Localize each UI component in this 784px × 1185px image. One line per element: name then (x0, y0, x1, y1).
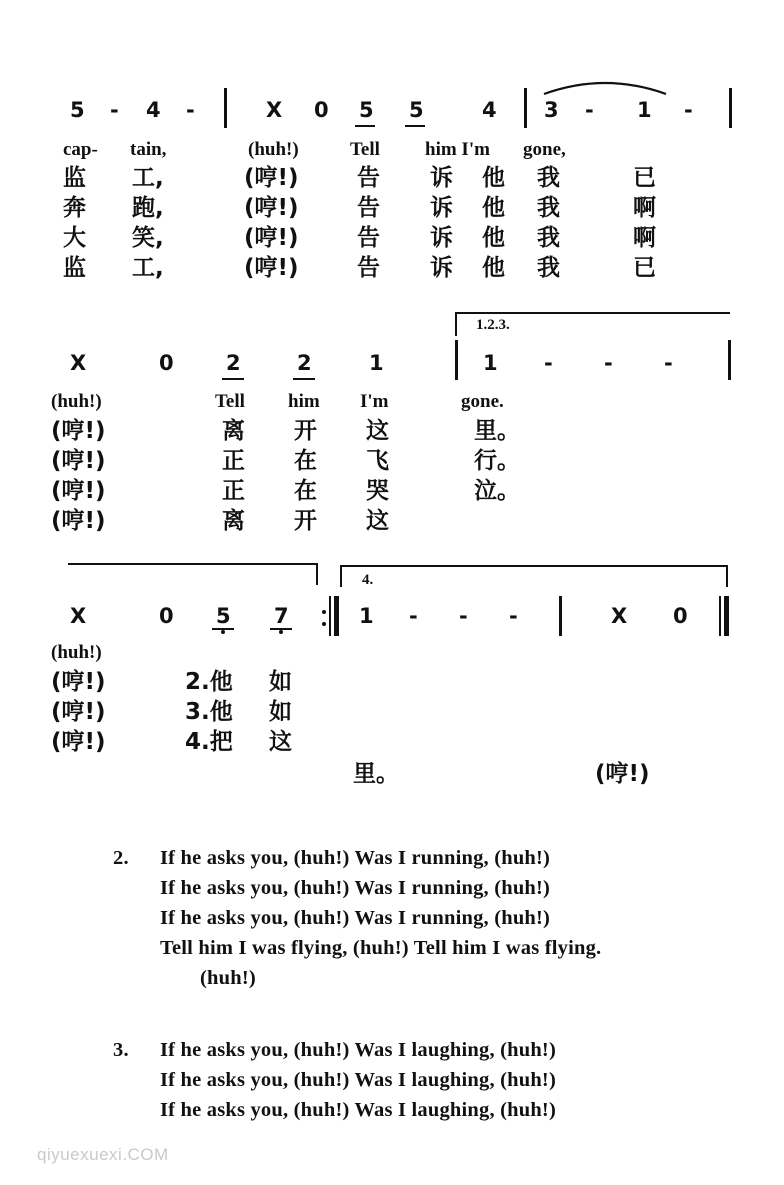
lyric-char: (哼!) (595, 761, 650, 787)
lyric-char: 大 (63, 225, 86, 251)
verse-line: If he asks you, (huh!) Was I running, (huh!) (160, 847, 551, 869)
lyric-char: 3.他 (185, 699, 233, 725)
lyric-char: 离 (222, 418, 245, 444)
watermark: qiyuexuexi.COM (37, 1145, 169, 1164)
note: X (611, 604, 628, 628)
verse-line: If he asks you, (huh!) Was I running, (huh!) (160, 907, 551, 929)
lyric-char: 工, (132, 255, 164, 281)
verse-number: 3. (113, 1039, 129, 1061)
lyric-char: 啊 (633, 225, 656, 251)
lyric-char: 告 (357, 255, 380, 281)
lyric-char: (哼!) (51, 669, 106, 695)
verse-line: If he asks you, (huh!) Was I laughing, (huh!) (160, 1069, 556, 1091)
lyric-word: gone. (461, 391, 504, 412)
lyric-char: 4.把 (185, 729, 233, 755)
barline (455, 340, 458, 380)
volta-bracket (340, 565, 342, 587)
lyric-char: 跑, (132, 195, 164, 221)
lyric-char: 我 (537, 165, 560, 191)
lyric-word: Tell (350, 139, 380, 160)
repeat-dot (322, 622, 326, 626)
lyric-char: (哼!) (51, 418, 106, 444)
lyric-char: 诉 (430, 255, 453, 281)
barline (559, 596, 562, 636)
lyric-char: 诉 (430, 225, 453, 251)
lyric-char: 离 (222, 508, 245, 534)
note: 1 (369, 351, 384, 375)
note: - (684, 98, 693, 122)
lyric-char: 工, (132, 165, 164, 191)
lyric-char: 如 (269, 669, 292, 695)
note: 2 (297, 351, 312, 375)
lyric-char: (哼!) (244, 165, 299, 191)
lyric-word: Tell (215, 391, 245, 412)
volta-label: 1.2.3. (476, 317, 510, 333)
lyric-char: 告 (357, 225, 380, 251)
volta-bracket (340, 565, 728, 567)
lyric-char: (哼!) (51, 448, 106, 474)
lyric-char: 告 (357, 195, 380, 221)
note: 5 (359, 98, 374, 122)
verse-line: (huh!) (200, 967, 256, 989)
barline (334, 596, 339, 636)
note: X (70, 604, 87, 628)
underline-beam (405, 125, 425, 127)
note: 0 (673, 604, 688, 628)
lyric-word: (huh!) (51, 642, 102, 663)
lyric-char: 正 (222, 448, 245, 474)
lyric-char: 啊 (633, 195, 656, 221)
lyric-char: 我 (537, 255, 560, 281)
note: X (266, 98, 283, 122)
note: 1 (637, 98, 652, 122)
note: - (664, 351, 673, 375)
volta-bracket (455, 312, 457, 336)
note: 0 (159, 351, 174, 375)
lyric-char: 监 (63, 255, 86, 281)
note: - (110, 98, 119, 122)
underline-beam (270, 628, 292, 630)
underline-beam (222, 378, 244, 380)
lyric-char: (哼!) (244, 195, 299, 221)
lyric-char: 已 (633, 255, 656, 281)
slur (540, 74, 670, 98)
lyric-char: 正 (222, 478, 245, 504)
lyric-word: (huh!) (51, 391, 102, 412)
note: 1 (359, 604, 374, 628)
lyric-char: 里。 (353, 761, 399, 787)
note: - (604, 351, 613, 375)
note: - (186, 98, 195, 122)
lyric-char: 我 (537, 225, 560, 251)
lyric-char: 诉 (430, 195, 453, 221)
verse-line: If he asks you, (huh!) Was I laughing, (huh!) (160, 1039, 556, 1061)
note: - (409, 604, 418, 628)
lyric-char: (哼!) (51, 478, 106, 504)
barline (224, 88, 227, 128)
lower-octave-dot (221, 630, 225, 634)
volta-bracket (455, 312, 730, 314)
lyric-word: tain, (130, 139, 167, 160)
lyric-char: 我 (537, 195, 560, 221)
volta-bracket (68, 563, 316, 565)
lyric-char: 他 (482, 195, 505, 221)
note: 1 (483, 351, 498, 375)
repeat-dot (322, 610, 326, 614)
lyric-char: (哼!) (244, 255, 299, 281)
lyric-char: 这 (269, 729, 292, 755)
note: 0 (159, 604, 174, 628)
lyric-char: (哼!) (51, 699, 106, 725)
lyric-char: 已 (633, 165, 656, 191)
lyric-char: 他 (482, 255, 505, 281)
note: 5 (409, 98, 424, 122)
volta-bracket (316, 563, 318, 585)
lyric-char: 监 (63, 165, 86, 191)
underline-beam (355, 125, 375, 127)
note: 5 (70, 98, 85, 122)
lyric-char: 泣。 (474, 478, 520, 504)
lyric-char: (哼!) (51, 508, 106, 534)
verse-number: 2. (113, 847, 129, 869)
lyric-char: (哼!) (244, 225, 299, 251)
note: 5 (216, 604, 231, 628)
note: - (585, 98, 594, 122)
lyric-word: (huh!) (248, 139, 299, 160)
lyric-char: 奔 (63, 195, 86, 221)
lyric-char: 他 (482, 225, 505, 251)
volta-label: 4. (362, 572, 374, 588)
lyric-word: I'm (360, 391, 389, 412)
lyric-char: 他 (482, 165, 505, 191)
note: 4 (146, 98, 161, 122)
note: 4 (482, 98, 497, 122)
volta-bracket (726, 565, 728, 587)
lyric-char: 在 (294, 478, 317, 504)
lower-octave-dot (279, 630, 283, 634)
lyric-char: 这 (366, 418, 389, 444)
lyric-char: 里。 (474, 418, 520, 444)
underline-beam (212, 628, 234, 630)
note: - (509, 604, 518, 628)
note: - (544, 351, 553, 375)
lyric-char: 告 (357, 165, 380, 191)
lyric-char: 在 (294, 448, 317, 474)
note: X (70, 351, 87, 375)
note: 7 (274, 604, 289, 628)
lyric-char: 诉 (430, 165, 453, 191)
verse-line: If he asks you, (huh!) Was I laughing, (huh!) (160, 1099, 556, 1121)
barline (524, 88, 527, 128)
lyric-word: him I'm (425, 139, 490, 160)
verse-line: Tell him I was flying, (huh!) Tell him I was flying. (160, 937, 602, 959)
final-barline (724, 596, 729, 636)
note: 0 (314, 98, 329, 122)
lyric-char: 如 (269, 699, 292, 725)
barline (329, 596, 331, 636)
lyric-char: 飞 (366, 448, 389, 474)
lyric-char: 这 (366, 508, 389, 534)
lyric-char: 行。 (474, 448, 520, 474)
lyric-char: 笑, (132, 225, 164, 251)
lyric-char: 哭 (366, 478, 389, 504)
note: 3 (544, 98, 559, 122)
lyric-word: him (288, 391, 320, 412)
lyric-char: 开 (294, 508, 317, 534)
lyric-char: 开 (294, 418, 317, 444)
lyric-char: (哼!) (51, 729, 106, 755)
barline (728, 340, 731, 380)
note: - (459, 604, 468, 628)
lyric-word: cap- (63, 139, 98, 160)
barline (719, 596, 721, 636)
lyric-char: 2.他 (185, 669, 233, 695)
lyric-word: gone, (523, 139, 566, 160)
underline-beam (293, 378, 315, 380)
verse-line: If he asks you, (huh!) Was I running, (huh!) (160, 877, 551, 899)
note: 2 (226, 351, 241, 375)
barline (729, 88, 732, 128)
